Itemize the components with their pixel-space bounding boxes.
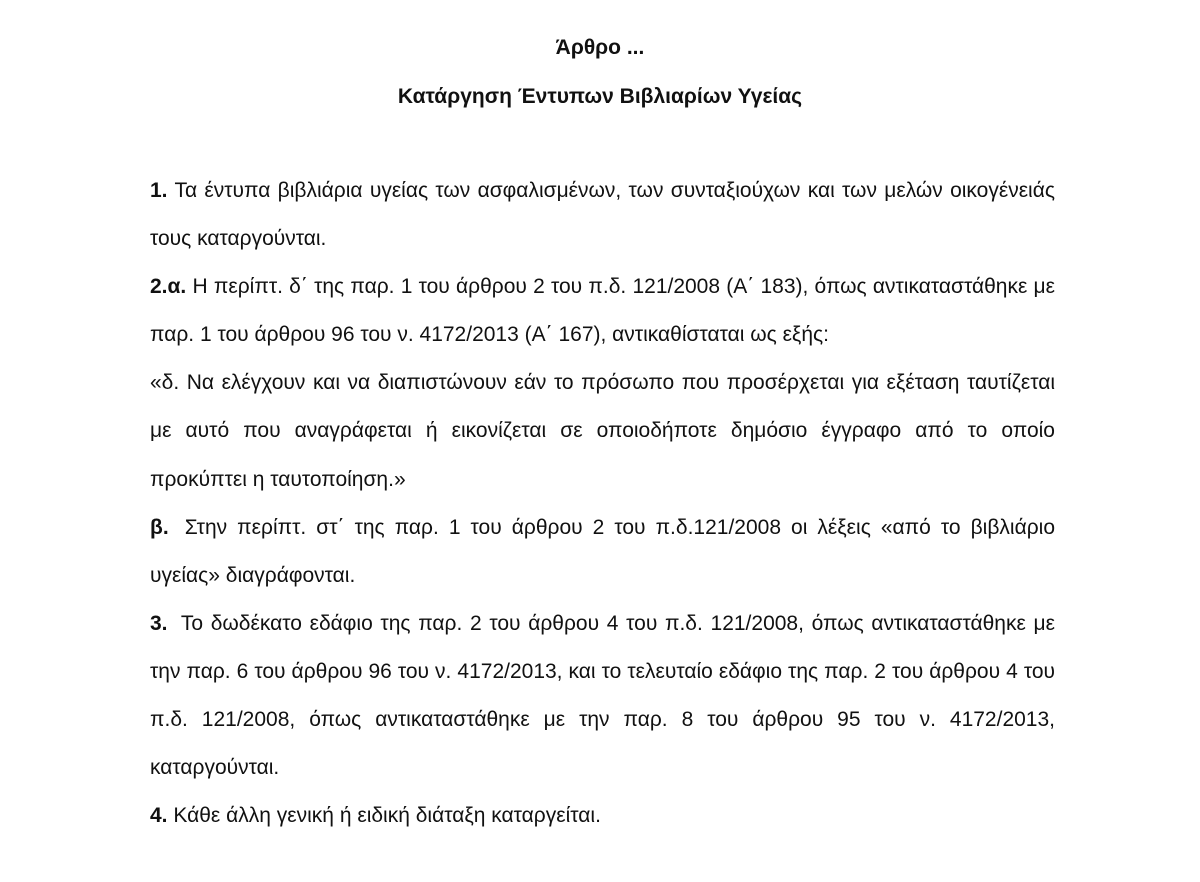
paragraph-number: 2.α. [150, 275, 187, 299]
paragraph-3 [150, 600, 1055, 792]
paragraph-text: Στην περίπτ. στ΄ της παρ. 1 του άρθρου 2 του π.δ.121/2008 οι λέξεις «από το βιβλιάριο υγείας» διαγράφονται. [150, 515, 1056, 587]
article-heading: Κατάργηση Έντυπων Βιβλιαρίων Υγείας [397, 85, 803, 108]
paragraph-number: 4. [150, 804, 168, 828]
paragraph-text: Το δωδέκατο εδάφιο της παρ. 2 του άρθρου 4 του π.δ. 121/2008, όπως αντικαταστάθηκε με την παρ. 6 του άρθρου 96 του ν. 4172/2013, και το τελευταίο εδάφιο της παρ. 2 του άρθρου 4 του π.δ. 121/2008, όπως αντικαταστάθηκε με την παρ. 8 του άρθρου 95 του ν. 4172/2013, καταργούνται. [150, 611, 1055, 780]
paragraph-4 [150, 792, 1055, 840]
article-number: Άρθρο ... [555, 36, 645, 59]
paragraph-2a [150, 263, 1055, 359]
paragraph-number: 3. [150, 611, 168, 635]
paragraph-2b [150, 504, 1055, 600]
paragraph-text: «δ. Να ελέγχουν και να διαπιστώνουν εάν το πρόσωπο που προσέρχεται για εξέταση ταυτίζεται με αυτό που αναγράφεται ή εικονίζεται σε οποιοδήποτε δημόσιο έγγραφο από το οποίο προκύπτει η ταυτοποίηση.» [150, 371, 1055, 491]
paragraph-text: Τα έντυπα βιβλιάρια υγείας των ασφαλισμένων, των συνταξιούχων και των μελών οικογένειάς τους καταργούνται. [150, 179, 1055, 251]
paragraph-number: 1. [150, 179, 168, 202]
article-body [150, 167, 1055, 840]
paragraph-text: Η περίπτ. δ΄ της παρ. 1 του άρθρου 2 του π.δ. 121/2008 (Α΄ 183), όπως αντικαταστάθηκε με παρ. 1 του άρθρου 96 του ν. 4172/2013 (Α΄ 167), αντικαθίσταται ως εξής: [150, 275, 1055, 347]
paragraph-1 [150, 167, 1055, 263]
paragraph-text: Κάθε άλλη γενική ή ειδική διάταξη καταργείται. [173, 804, 601, 828]
paragraph-quoted-replacement [150, 359, 1055, 503]
paragraph-number: β. [150, 515, 169, 539]
